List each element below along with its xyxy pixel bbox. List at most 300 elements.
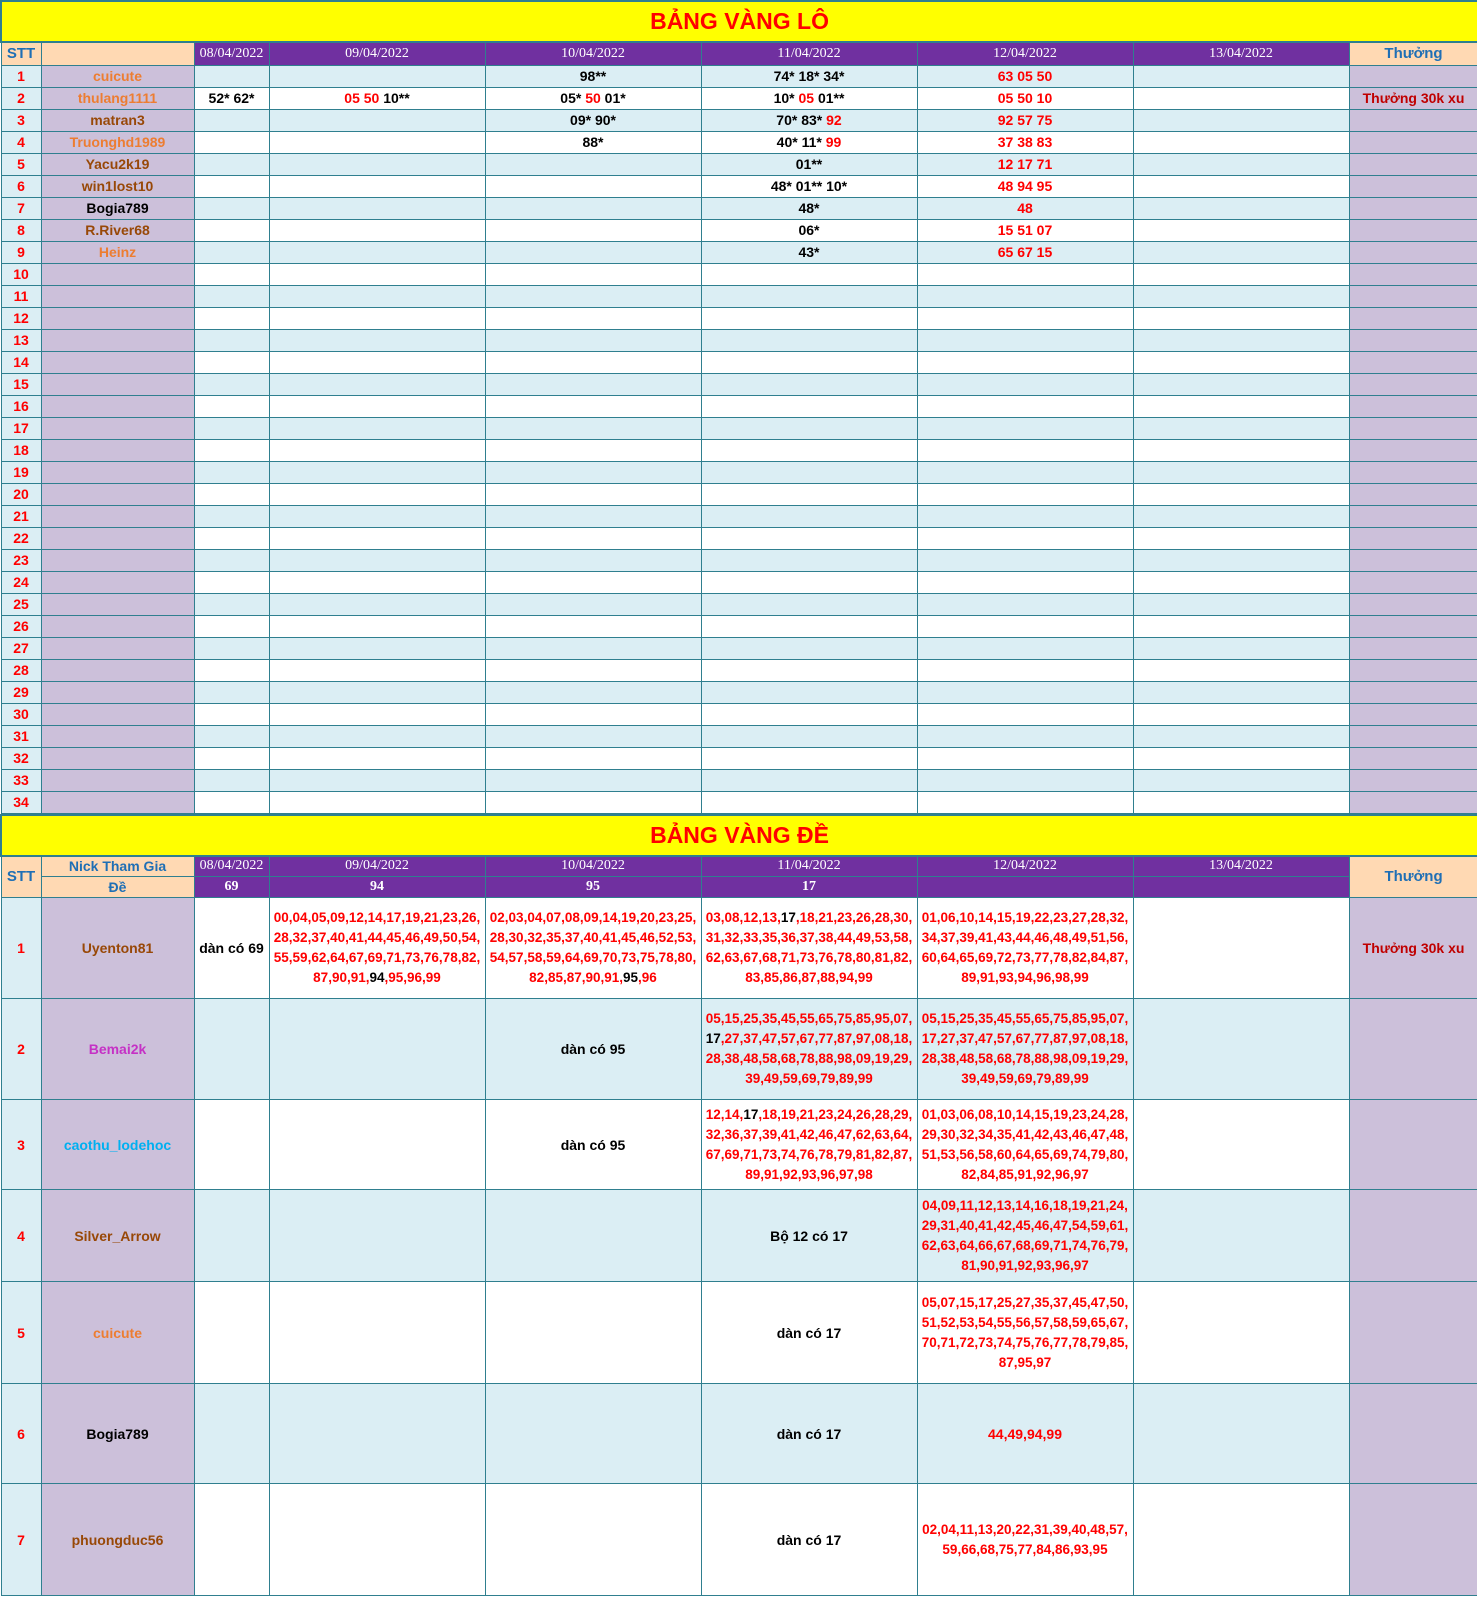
reward-cell [1349,1384,1477,1484]
lo-pick-cell [194,439,269,461]
cell-number-segment: 52* 62* [208,90,255,106]
de-pick-cell [701,1484,917,1596]
cell-number-segment: 03,08,12,13, [705,910,781,925]
de-pick-cell [1133,999,1349,1100]
cell-number-segment: 02,04,11,13,20,22,31,39,40,48,57,59,66,68,75,77,84,86,93,95 [922,1521,1128,1557]
table-row [1,999,1477,1100]
lo-pick-cell [485,637,701,659]
de-date-header: 10/04/2022 [485,856,701,877]
lo-pick-cell [269,769,485,791]
lo-pick-cell [485,87,701,109]
de-pick-cell [269,898,485,999]
lo-pick-cell [917,65,1133,87]
lo-pick-cell [701,659,917,681]
reward-cell [1349,769,1477,791]
de-pick-cell [917,1384,1133,1484]
lo-pick-cell [917,725,1133,747]
reward-cell [1349,637,1477,659]
lo-pick-cell [917,637,1133,659]
de-pick-cell [1133,1282,1349,1384]
lo-pick-cell [194,571,269,593]
de-date-header: 11/04/2022 [701,856,917,877]
lo-pick-cell [701,527,917,549]
player-name [41,681,194,703]
reward-cell [1349,483,1477,505]
de-pick-cell [485,898,701,999]
cell-number-segment: ,95,96,99 [384,970,441,985]
lo-pick-cell [194,131,269,153]
lo-pick-cell [269,307,485,329]
lo-pick-cell [485,219,701,241]
lo-pick-cell [701,725,917,747]
player-name [41,285,194,307]
lo-pick-cell [1133,329,1349,351]
player-name: matran3 [41,109,194,131]
lo-pick-cell [1133,483,1349,505]
player-name: cuicute [41,1282,194,1384]
table-row [1,527,1477,549]
lo-pick-cell [485,747,701,769]
table-row [1,175,1477,197]
lo-pick-cell [269,395,485,417]
lo-pick-cell [701,593,917,615]
lo-pick-cell [917,263,1133,285]
player-name: Bemai2k [41,999,194,1100]
reward-cell [1349,1484,1477,1596]
table-row [1,197,1477,219]
cell-number-segment: 37 38 83 [997,134,1053,150]
cell-number-segment: 63 05 50 [997,68,1053,84]
lo-pick-cell [701,769,917,791]
reward-cell [1349,439,1477,461]
reward-cell [1349,791,1477,813]
de-pick-cell [485,1190,701,1282]
cell-number-segment: 70* 83* [776,112,827,128]
lo-pick-cell [917,527,1133,549]
row-number: 22 [1,527,41,549]
row-number: 5 [1,1282,41,1384]
de-pick-cell [269,999,485,1100]
table-row [1,615,1477,637]
reward-cell [1349,417,1477,439]
de-pick-cell [917,898,1133,999]
cell-number-segment: Bộ 12 có 17 [770,1227,848,1244]
player-name [41,373,194,395]
lo-pick-cell [485,417,701,439]
reward-cell [1349,571,1477,593]
lo-pick-cell [485,351,701,373]
player-name: cuicute [41,65,194,87]
lo-pick-cell [485,131,701,153]
lo-pick-cell [1133,747,1349,769]
lo-pick-cell [917,329,1133,351]
de-pick-cell [917,999,1133,1100]
row-number: 21 [1,505,41,527]
table-row [1,898,1477,999]
table-row [1,659,1477,681]
lo-pick-cell [701,681,917,703]
lo-pick-cell [917,769,1133,791]
cell-number-segment: 06* [798,222,820,238]
lo-pick-cell [269,87,485,109]
row-number: 17 [1,417,41,439]
lo-pick-cell [194,417,269,439]
lo-pick-cell [485,65,701,87]
lo-pick-cell [1133,109,1349,131]
reward-cell [1349,461,1477,483]
lo-pick-cell [269,263,485,285]
player-name [41,351,194,373]
lo-pick-cell [485,659,701,681]
reward-cell [1349,263,1477,285]
cell-number-segment: 01,06,10,14,15,19,22,23,27,28,32,34,37,39,41,43,44,46,48,49,51,56,60,64,65,69,72,73,77,78,82,84,87,89,91,93,94,96,98,99 [921,910,1129,985]
lo-pick-cell [701,285,917,307]
cell-number-segment: 12,14, [705,1106,744,1122]
row-number: 3 [1,109,41,131]
player-name [41,307,194,329]
player-name: win1lost10 [41,175,194,197]
row-number: 33 [1,769,41,791]
reward-cell [1349,747,1477,769]
player-name [41,725,194,747]
player-name: Uyenton81 [41,898,194,999]
de-pick-cell [485,1282,701,1384]
lo-pick-cell [701,637,917,659]
cell-number-segment: 02,03,04,07,08,09,14,19,20,23,25,28,30,32,35,37,40,41,45,46,52,53,54,57,58,59,64,69,70,73,75,78,80,82,85,87,90,91, [489,910,697,985]
lo-date-header: 12/04/2022 [917,42,1133,65]
lo-pick-cell [194,329,269,351]
reward-cell [1349,285,1477,307]
player-name [41,637,194,659]
lo-pick-cell [194,615,269,637]
de-pick-cell [485,1384,701,1484]
table-row [1,373,1477,395]
lo-pick-cell [485,197,701,219]
row-number: 6 [1,1384,41,1484]
lo-pick-cell [194,351,269,373]
lo-pick-cell [1133,549,1349,571]
lo-pick-cell [194,109,269,131]
cell-number-segment: 95 [623,970,639,985]
table-row [1,483,1477,505]
de-pick-cell [701,999,917,1100]
lo-pick-cell [485,725,701,747]
lo-pick-cell [1133,307,1349,329]
player-name: Truonghd1989 [41,131,194,153]
lo-pick-cell [269,527,485,549]
lo-pick-cell [701,65,917,87]
lo-pick-cell [701,373,917,395]
lo-pick-cell [485,241,701,263]
row-number: 16 [1,395,41,417]
lo-pick-cell [917,219,1133,241]
player-name [41,395,194,417]
de-result-cell: 17 [701,877,917,898]
lo-pick-cell [917,505,1133,527]
row-number: 2 [1,87,41,109]
lo-pick-cell [269,373,485,395]
lo-pick-cell [701,791,917,813]
lo-pick-cell [701,307,917,329]
table-row [1,461,1477,483]
de-date-header: 12/04/2022 [917,856,1133,877]
lo-name-header [41,42,194,65]
lo-pick-cell [269,65,485,87]
table-row [1,109,1477,131]
row-number: 11 [1,285,41,307]
lo-pick-cell [485,329,701,351]
cell-number-segment: 05,07,15,17,25,27,35,37,45,47,50,51,52,53,54,55,56,57,58,59,65,67,70,71,72,73,74,75,76,77,78,79,85,87,95,97 [921,1294,1129,1370]
reward-cell [1349,703,1477,725]
cell-number-segment: ,96 [638,970,657,985]
row-number: 20 [1,483,41,505]
cell-number-segment: 12 17 71 [997,156,1053,172]
lo-pick-cell [194,659,269,681]
reward-cell [1349,197,1477,219]
cell-number-segment: 05 [798,90,818,106]
lo-pick-cell [269,571,485,593]
de-reward-header: Thưởng [1349,856,1477,898]
lo-pick-cell [194,725,269,747]
lo-pick-cell [1133,153,1349,175]
table-row [1,703,1477,725]
player-name [41,505,194,527]
row-number: 1 [1,65,41,87]
cell-number-segment: 65 67 15 [997,244,1053,260]
lo-pick-cell [485,505,701,527]
table-row [1,681,1477,703]
lo-pick-cell [1133,461,1349,483]
lo-pick-cell [269,703,485,725]
reward-cell [1349,505,1477,527]
player-name: thulang1111 [41,87,194,109]
lo-pick-cell [701,87,917,109]
lo-pick-cell [917,747,1133,769]
reward-cell [1349,175,1477,197]
row-number: 28 [1,659,41,681]
lo-pick-cell [269,417,485,439]
table-row [1,351,1477,373]
de-pick-cell [917,1100,1133,1190]
lo-pick-cell [269,109,485,131]
row-number: 15 [1,373,41,395]
lo-pick-cell [194,373,269,395]
row-number: 12 [1,307,41,329]
lo-date-header: 08/04/2022 [194,42,269,65]
lo-pick-cell [917,285,1133,307]
row-number: 26 [1,615,41,637]
lo-pick-cell [194,219,269,241]
de-pick-cell [194,1282,269,1384]
cell-number-segment: 48* 01** 10* [770,178,848,194]
lo-pick-cell [485,769,701,791]
player-name: R.River68 [41,219,194,241]
de-pick-cell [485,999,701,1100]
lo-pick-cell [194,197,269,219]
table-row [1,131,1477,153]
de-pick-cell [194,999,269,1100]
cell-number-segment: 01** [795,156,823,172]
table-row [1,1190,1477,1282]
row-number: 31 [1,725,41,747]
lo-pick-cell [1133,351,1349,373]
lo-pick-cell [917,483,1133,505]
lo-pick-cell [269,747,485,769]
reward-cell [1349,725,1477,747]
de-pick-cell [701,1190,917,1282]
reward-cell [1349,659,1477,681]
cell-number-segment: 09* 90* [570,112,616,128]
lo-pick-cell [1133,263,1349,285]
lo-pick-cell [701,109,917,131]
de-pick-cell [194,1484,269,1596]
player-name: caothu_lodehoc [41,1100,194,1190]
lo-pick-cell [269,131,485,153]
row-number: 4 [1,1190,41,1282]
cell-number-segment: 48 [1017,200,1033,216]
lo-pick-cell [917,791,1133,813]
lo-pick-cell [485,549,701,571]
lo-pick-cell [701,505,917,527]
lo-pick-cell [269,439,485,461]
de-title: BẢNG VÀNG ĐỀ [1,815,1477,856]
row-number: 23 [1,549,41,571]
row-number: 7 [1,197,41,219]
lo-pick-cell [917,659,1133,681]
de-pick-cell [1133,1100,1349,1190]
lo-pick-cell [269,483,485,505]
lo-pick-cell [194,175,269,197]
lo-pick-cell [485,527,701,549]
lo-pick-cell [701,395,917,417]
reward-cell: Thưởng 30k xu [1349,87,1477,109]
cell-number-segment: 17 [780,910,796,925]
lo-pick-cell [917,439,1133,461]
cell-number-segment: 01,03,06,08,10,14,15,19,23,24,28,29,30,32,34,35,41,42,43,46,47,48,51,53,56,58,60,64,65,69,74,79,80,82,84,85,91,92,96,97 [921,1106,1129,1182]
lo-pick-cell [1133,417,1349,439]
lo-pick-cell [701,263,917,285]
cell-number-segment: 10** [383,90,410,106]
lo-pick-cell [701,439,917,461]
de-date-header: 09/04/2022 [269,856,485,877]
lo-pick-cell [194,461,269,483]
lo-pick-cell [917,175,1133,197]
lo-pick-cell [485,703,701,725]
lo-date-header: 10/04/2022 [485,42,701,65]
table-row [1,285,1477,307]
lo-pick-cell [917,197,1133,219]
row-number: 6 [1,175,41,197]
reward-cell [1349,1100,1477,1190]
row-number: 10 [1,263,41,285]
lo-pick-cell [701,571,917,593]
lo-pick-cell [917,241,1133,263]
player-name [41,417,194,439]
de-pick-cell [701,1100,917,1190]
player-name [41,571,194,593]
row-number: 5 [1,153,41,175]
cell-number-segment: 05 50 [344,90,384,106]
table-row [1,87,1477,109]
lo-pick-cell [917,703,1133,725]
lo-pick-cell [269,637,485,659]
row-number: 8 [1,219,41,241]
table-row [1,505,1477,527]
cell-number-segment: 44,49,94,99 [988,1425,1062,1442]
lo-pick-cell [917,549,1133,571]
lo-pick-cell [701,131,917,153]
de-pick-cell [194,1384,269,1484]
table-row [1,153,1477,175]
lo-pick-cell [194,747,269,769]
row-number: 9 [1,241,41,263]
lo-pick-cell [701,703,917,725]
lo-title: BẢNG VÀNG LÔ [1,1,1477,42]
table-row [1,65,1477,87]
lo-pick-cell [485,791,701,813]
lo-pick-cell [485,153,701,175]
table-row [1,329,1477,351]
reward-cell [1349,549,1477,571]
lo-pick-cell [194,263,269,285]
lo-pick-cell [701,615,917,637]
table-row [1,747,1477,769]
lo-pick-cell [1133,637,1349,659]
cell-number-segment: 98** [579,68,607,84]
lo-pick-cell [485,285,701,307]
de-result-header: Đề [41,877,194,898]
row-number: 7 [1,1484,41,1596]
reward-cell [1349,219,1477,241]
lo-pick-cell [194,791,269,813]
table-row [1,725,1477,747]
row-number: 34 [1,791,41,813]
player-name [41,527,194,549]
lo-pick-cell [485,615,701,637]
lo-pick-cell [194,505,269,527]
cell-number-segment: 05,15,25,35,45,55,65,75,85,95,07,17,27,37,47,57,67,77,87,97,08,18,28,38,48,58,68,78,88,98,09,19,29,39,49,59,69,79,89,99 [921,1011,1129,1086]
lo-pick-cell [194,637,269,659]
cell-number-segment: ,18,21,23,26,28,30,31,32,33,35,36,37,38,44,49,53,58,62,63,67,68,71,73,76,78,80,81,82,83,85,86,87,88,94,99 [705,910,913,985]
lo-pick-cell [194,549,269,571]
lo-pick-cell [194,769,269,791]
lo-pick-cell [269,725,485,747]
lo-pick-cell [269,351,485,373]
de-pick-cell [917,1484,1133,1596]
cell-number-segment: dàn có 17 [776,1531,842,1548]
row-number: 30 [1,703,41,725]
reward-cell: Thưởng 30k xu [1349,898,1477,999]
lo-pick-cell [701,329,917,351]
player-name: Bogia789 [41,197,194,219]
cell-number-segment: 05* [560,90,586,106]
lo-pick-cell [194,241,269,263]
lo-date-header: 09/04/2022 [269,42,485,65]
cell-number-segment: 43* [798,244,820,260]
lo-pick-cell [1133,725,1349,747]
lo-pick-cell [485,593,701,615]
lo-pick-cell [1133,593,1349,615]
lo-pick-cell [194,65,269,87]
de-result-cell: 95 [485,877,701,898]
table-row [1,307,1477,329]
de-result-cell [1133,877,1349,898]
lo-pick-cell [917,109,1133,131]
de-pick-cell [269,1100,485,1190]
de-stt-header: STT [1,856,41,898]
reward-cell [1349,593,1477,615]
de-pick-cell [194,1100,269,1190]
